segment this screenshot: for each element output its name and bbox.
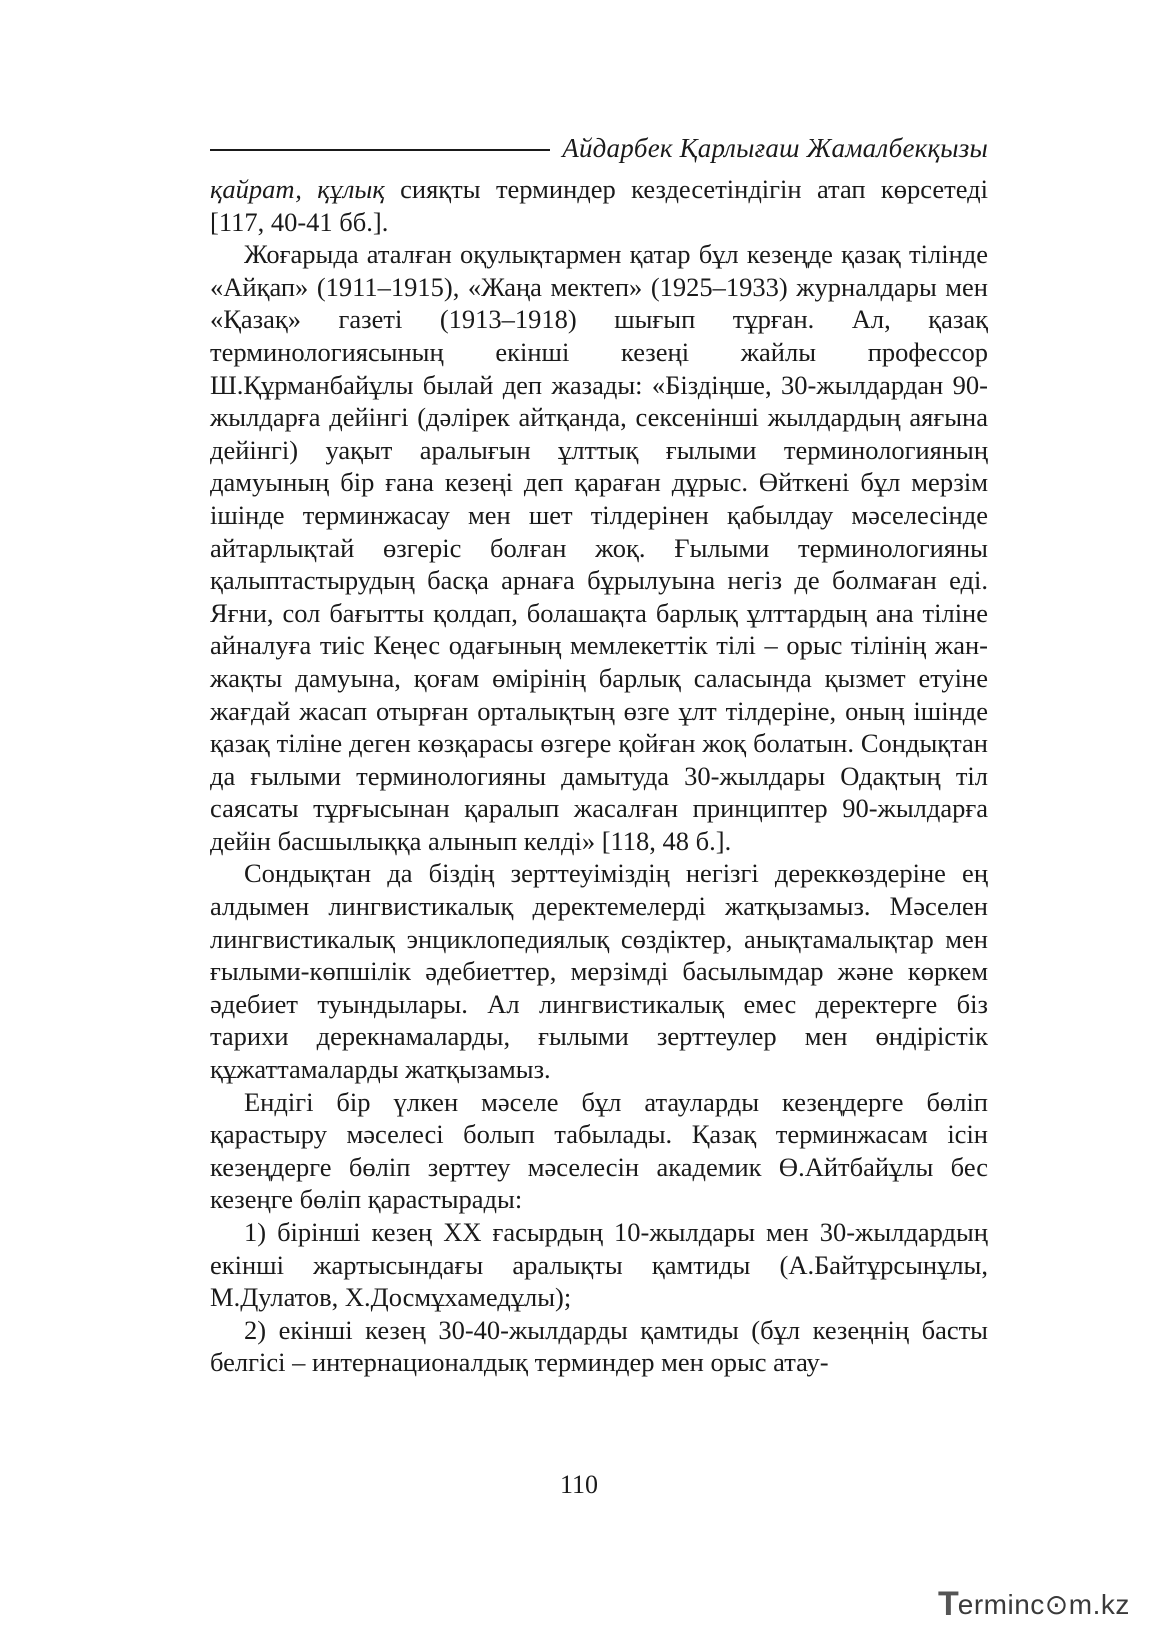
running-header [210,128,988,168]
header-rule [210,149,550,151]
page-body [210,173,988,1379]
watermark-text: erminc⊙m.kz [957,1588,1130,1620]
paragraph-1-italic-lead: қайрат, құлық [210,174,385,204]
paragraph-1-text: сияқты терминдер кездесетіндігін атап көрсетеді [117, 40-41 бб.]. [210,174,988,237]
list-item-1: 1) бірінші кезең XX ғасырдың 10-жылдары мен 30-жылдардың екінші жартысындағы аралықты қамтиды (А.Байтұрсынұлы, М.Дулатов, Х.Досмұхамедұлы); [210,1217,988,1313]
paragraph-2: Жоғарыда аталған оқулықтармен қатар бұл кезеңде қазақ тілінде «Айқап» (1911–1915), «Жаңа мектеп» (1925–1933) журналдары мен «Қазақ» газеті (1913–1918) шығып тұрған. Ал, қазақ терминологиясының екінші кезеңі жайлы профессор Ш.Құрманбайұлы былай деп жазады: «Біздіңше, 30-жылдардан 90-жылдарға дейінгі (дәлірек айтқанда, сексенінші жылдардың аяғына дейінгі) уақыт аралығын ұлттық ғылыми терминологияның дамуының бір ғана кезеңі деп қараған дұрыс. Өйткені бұл мерзім ішінде терминжасау мен шет тілдерінен қабылдау мәселесінде айтарлықтай өзгеріс болған жоқ. Ғылыми терминологияны қалыптастырудың басқа арнаға бұрылуына негіз де болмаған еді. Яғни, сол бағытты қолдап, болашақта барлық ұлттардың ана тіліне айналуға тиіс Кеңес одағының мемлекеттік тілі – орыс тілінің жан-жақты дамуына, қоғам өмірінің барлық саласында қызмет етуіне жағдай жасап отырған орталықтың өзге ұлт тілдеріне, оның ішінде қазақ тіліне деген көзқарасы өзгере қойған жоқ болатын. Сондықтан да ғылыми терминологияны дамытуда 30-жылдары Одақтың тіл саясаты тұрғысынан қаралып жасалған принциптер 90-жылдарға дейін басшылыққа алынып келді» [118, 48 б.]. [210,239,988,856]
watermark-logo [938,1583,1143,1625]
watermark-letter: T [938,1584,958,1623]
paragraph-4: Ендігі бір үлкен мәселе бұл атауларды кезеңдерге бөліп қарастыру мәселесі болып табылады. Қазақ терминжасам ісін кезеңдерге бөліп зерттеу мәселесін академик Ө.Айтбайұлы бес кезеңге бөліп қарастырады: [210,1086,988,1215]
list-item-2: 2) екінші кезең 30-40-жылдарды қамтиды (бұл кезеңнің басты белгісі – интернационалдық терминдер мен орыс атау- [210,1314,988,1378]
paragraph-1 [210,173,988,238]
header-author: Айдарбек Қарлығаш Жамалбекқызы [562,132,988,163]
paragraph-3: Сондықтан да біздің зерттеуіміздің негізгі дереккөздеріне ең алдымен лингвистикалық деректемелерді жатқызамыз. Мәселен лингвистикалық энциклопедиялық сөздіктер, анықтамалықтар мен ғылыми-көпшілік әдебиеттер, мерзімді басылымдар және көркем әдебиет туындылары. Ал лингвистикалық емес деректерге біз тарихи дерекнамаларды, ғылыми зерттеулер мен өндірістік құжаттамаларды жатқызамыз. [210,858,988,1085]
page-number: 110 [559,1470,599,1499]
